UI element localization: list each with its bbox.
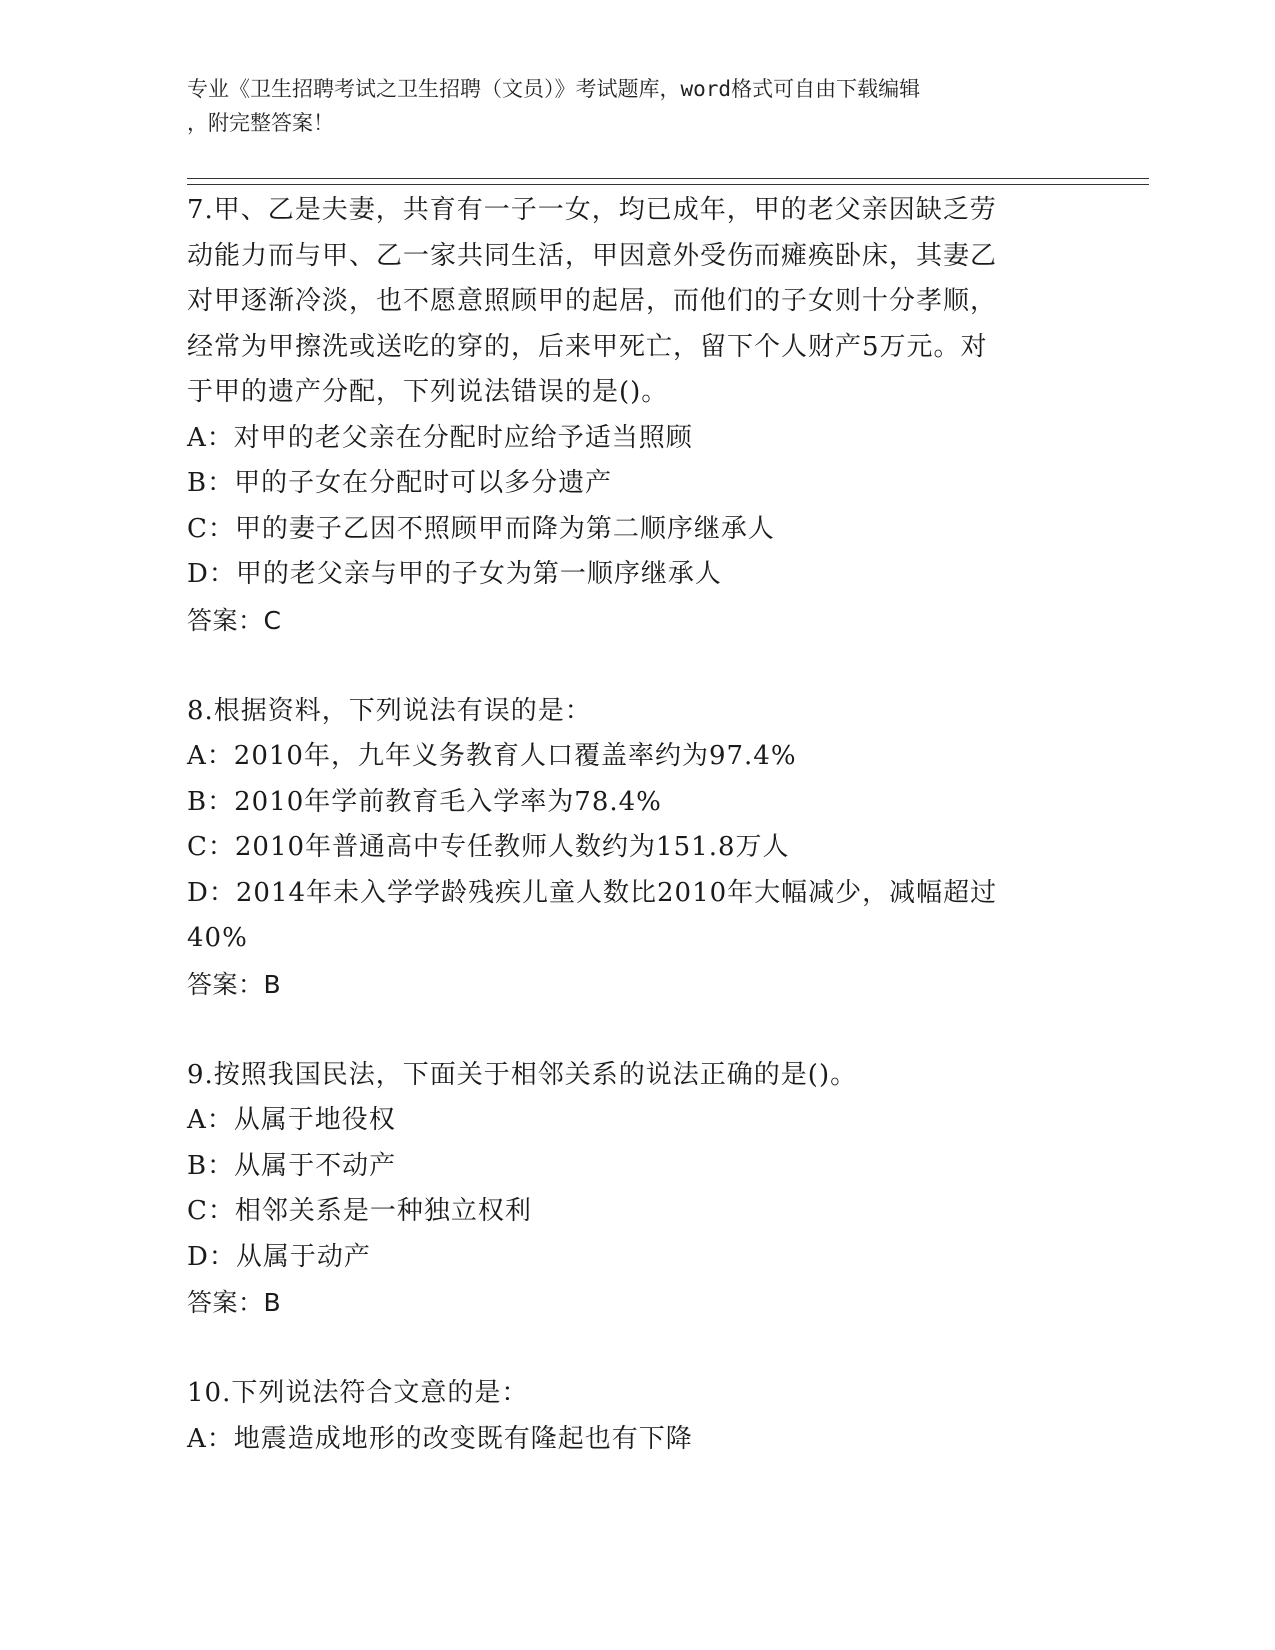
question-7 (187, 188, 1067, 643)
question-spacer (187, 643, 1067, 689)
option-b: B：2010年学前教育毛入学率为78.4% (187, 786, 662, 817)
header-line-2: ，附完整答案！ (187, 111, 334, 135)
question-10 (187, 1371, 1067, 1462)
header-divider (187, 178, 1149, 185)
option-d: D：2014年未入学学龄残疾儿童人数比2010年大幅减少，减幅超过 (187, 877, 998, 908)
document-header (187, 72, 1067, 140)
option-b: B：甲的子女在分配时可以多分遗产 (187, 468, 613, 498)
question-stem-line: 动能力而与甲、乙一家共同生活，甲因意外受伤而瘫痪卧床，其妻乙 (187, 240, 998, 271)
question-stem-line: 9.按照我国民法，下面关于相邻关系的说法正确的是()。 (187, 1059, 858, 1090)
option-a: A：2010年，九年义务教育人口覆盖率约为97.4% (187, 741, 797, 771)
header-line-1: 专业《卫生招聘考试之卫生招聘（文员）》考试题库，word格式可自由下载编辑 (187, 77, 921, 101)
question-spacer (187, 1326, 1067, 1372)
question-list (187, 188, 1067, 1462)
option-d: D：甲的老父亲与甲的子女为第一顺序继承人 (187, 559, 722, 589)
question-8 (187, 689, 1067, 1008)
question-stem-line: 于甲的遗产分配，下列说法错误的是()。 (187, 377, 669, 407)
option-d: D：从属于动产 (187, 1241, 371, 1272)
option-c: C：2010年普通高中专任教师人数约为151.8万人 (187, 832, 790, 862)
question-stem-line: 10.下列说法符合文意的是： (187, 1378, 529, 1408)
question-stem-line: 7.甲、乙是夫妻，共育有一子一女，均已成年，甲的老父亲因缺乏劳 (187, 195, 997, 225)
answer-line: 答案：C (187, 605, 282, 635)
option-c: C：相邻关系是一种独立权利 (187, 1196, 532, 1226)
option-a: A：对甲的老父亲在分配时应给予适当照顾 (187, 422, 693, 453)
answer-line: 答案：B (187, 969, 282, 999)
option-b: B：从属于不动产 (187, 1150, 397, 1181)
question-9 (187, 1053, 1067, 1326)
answer-line: 答案：B (187, 1288, 282, 1317)
option-c: C：甲的妻子乙因不照顾甲而降为第二顺序继承人 (187, 513, 775, 544)
option-a: A：地震造成地形的改变既有隆起也有下降 (187, 1423, 693, 1454)
question-stem-line: 经常为甲擦洗或送吃的穿的，后来甲死亡，留下个人财产5万元。对 (187, 331, 988, 362)
option-d-continued: 40% (187, 923, 248, 953)
question-stem-line: 8.根据资料，下列说法有误的是： (187, 695, 592, 726)
question-stem-line: 对甲逐渐冷淡，也不愿意照顾甲的起居，而他们的子女则十分孝顺， (187, 286, 998, 316)
option-a: A：从属于地役权 (187, 1105, 396, 1135)
question-spacer (187, 1007, 1067, 1053)
